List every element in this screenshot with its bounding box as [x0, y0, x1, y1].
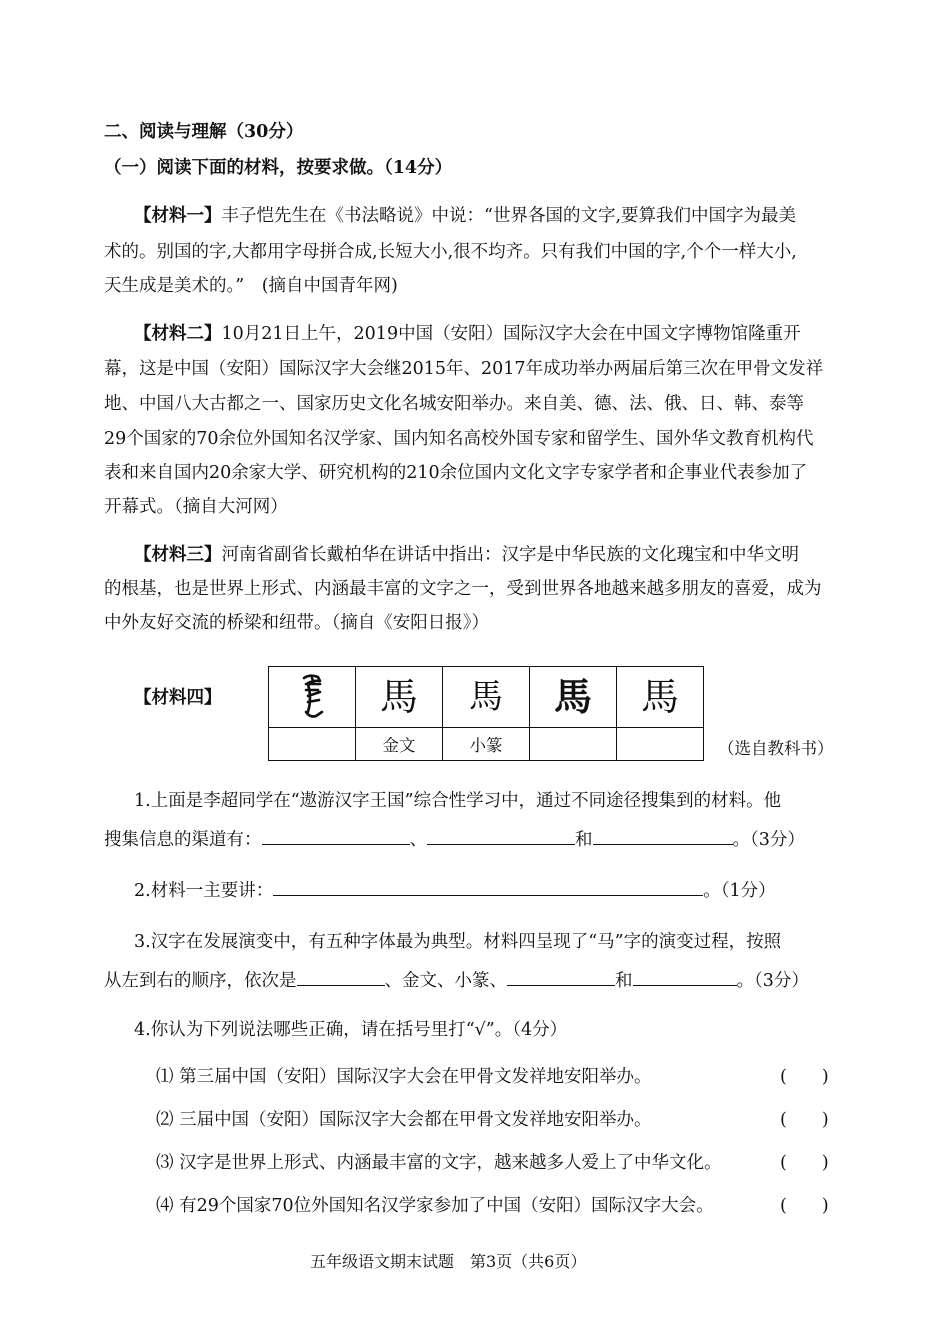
regular-script-glyph: 馬 [640, 675, 679, 719]
material2-line: 29个国家的70余位外国知名汉学家、国内知名高校外国专家和留学生、国外华文教育机构代 [104, 429, 814, 449]
q4-answer-paren-1[interactable]: ( ) [780, 1067, 829, 1087]
part1-title: （一）阅读下面的材料，按要求做。（14分） [104, 158, 453, 178]
glyph-cell [617, 667, 704, 728]
material1-line: 丰子恺先生在《书法略说》中说：“世界各国的文字,要算我们中国字为最美 [221, 206, 797, 226]
q3-blank-2[interactable] [507, 967, 615, 986]
material1-line: 天生成是美术的。” (摘自中国青年网) [104, 276, 398, 296]
material4-source: （选自教科书） [718, 739, 834, 758]
material3-line: 河南省副省长戴柏华在讲话中指出：汉字是中华民族的文化瑰宝和中华文明 [221, 545, 799, 565]
q4-item: ⑵ 三届中国（安阳）国际汉字大会都在甲骨文发祥地安阳举办。 [156, 1110, 652, 1130]
oracle-bone-horse-icon [294, 672, 330, 722]
caption-cell: 金文 [356, 728, 443, 761]
q1-line2: 搜集信息的渠道有： 、 和 。（3分） [104, 826, 805, 852]
q4-item: ⑷ 有29个国家70位外国知名汉学家参加了中国（安阳）国际汉字大会。 [156, 1196, 714, 1216]
material2-line: 地、中国八大古都之一、国家历史文化名城安阳举办。来自美、德、法、俄、日、韩、泰等 [104, 394, 804, 414]
q2-blank[interactable] [273, 877, 703, 896]
q4-answer-paren-2[interactable]: ( ) [780, 1110, 829, 1130]
glyph-cell [443, 667, 530, 728]
glyph-cell [269, 667, 356, 728]
q4-stem: 4.你认为下列说法哪些正确，请在括号里打“√”。（4分） [134, 1020, 568, 1040]
q4-item: ⑴ 第三届中国（安阳）国际汉字大会在甲骨文发祥地安阳举办。 [156, 1067, 652, 1087]
caption-cell [269, 728, 356, 761]
glyph-cell [356, 667, 443, 728]
clerical-script-glyph: 馬 [553, 675, 592, 719]
caption-cell [617, 728, 704, 761]
material1-label: 【材料一】 [134, 206, 222, 226]
q3-blank-1[interactable] [297, 967, 385, 986]
q1-blank-3[interactable] [593, 826, 733, 845]
bronze-script-glyph: 馬 [379, 675, 418, 719]
q1-blank-1[interactable] [262, 826, 410, 845]
section-title: 二、阅读与理解（30分） [104, 122, 304, 142]
glyph-cell [530, 667, 617, 728]
q2-line: 2.材料一主要讲： 。（1分） [134, 877, 776, 903]
q4-answer-paren-3[interactable]: ( ) [780, 1153, 829, 1173]
material2-line: 开幕式。（摘自大河网） [104, 497, 288, 517]
material2-line: 表和来自国内20余家大学、研究机构的210余位国内文化文字专家学者和企事业代表参加了 [104, 463, 808, 483]
material3-label: 【材料三】 [134, 545, 222, 565]
small-seal-glyph: 馬 [469, 677, 503, 717]
material3-line: 中外友好交流的桥梁和纽带。（摘自《安阳日报》） [104, 613, 489, 633]
q4-item: ⑶ 汉字是世界上形式、内涵最丰富的文字，越来越多人爱上了中华文化。 [156, 1153, 722, 1173]
q3-line1: 3.汉字在发展演变中，有五种字体最为典型。材料四呈现了“马”字的演变过程，按照 [134, 932, 782, 952]
q3-blank-3[interactable] [633, 967, 737, 986]
q1-blank-2[interactable] [427, 826, 575, 845]
material4-label: 【材料四】 [134, 688, 222, 708]
material2-line: 10月21日上午，2019中国（安阳）国际汉字大会在中国文字博物馆隆重开 [221, 324, 801, 344]
caption-cell: 小篆 [443, 728, 530, 761]
material2-label: 【材料二】 [134, 324, 222, 344]
q4-answer-paren-4[interactable]: ( ) [780, 1196, 829, 1216]
material1-line: 术的。别国的字,大都用字母拼合成,长短大小,很不均齐。只有我们中国的字,个个一样大小, [104, 242, 797, 262]
material3-line: 的根基，也是世界上形式、内涵最丰富的文字之一，受到世界各地越来越多朋友的喜爱，成为 [104, 579, 822, 599]
q1-line1: 1.上面是李超同学在“遨游汉字王国”综合性学习中，通过不同途径搜集到的材料。他 [134, 791, 782, 811]
q3-line2: 从左到右的顺序，依次是 、金文、小篆、 和 。（3分） [104, 967, 809, 993]
horse-evolution-table [268, 666, 704, 761]
page-footer: 五年级语文期末试题 第3页（共6页） [310, 1252, 587, 1271]
caption-cell [530, 728, 617, 761]
material2-line: 幕，这是中国（安阳）国际汉字大会继2015年、2017年成功举办两届后第三次在甲骨文发祥 [104, 359, 824, 379]
